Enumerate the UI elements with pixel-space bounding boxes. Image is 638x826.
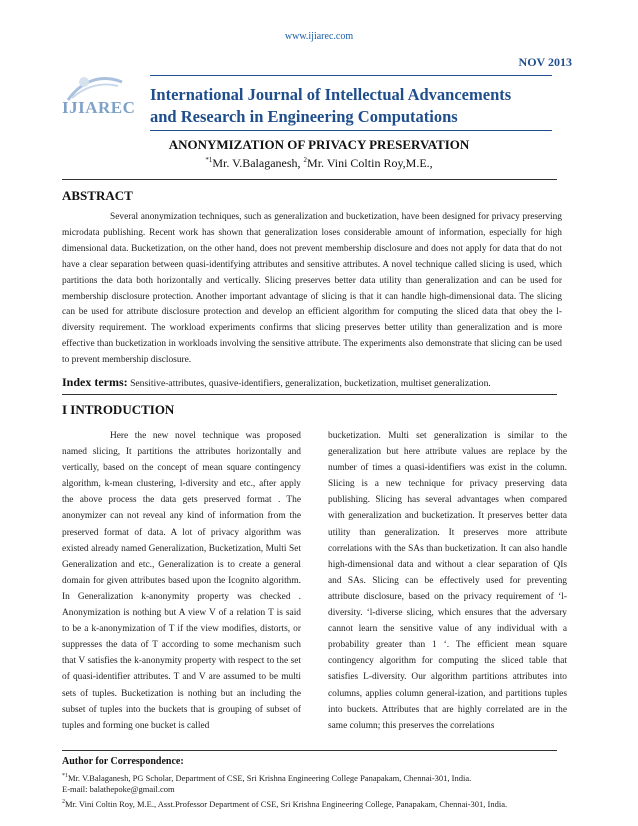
index-terms-label: Index terms: bbox=[62, 375, 128, 389]
abstract-text: Several anonymization techniques, such as generalization and bucketization, have been designed for privacy preserving microdata publishing. Recent work has shown that generalization loses considerable amount of information, especially for high dimensional data. Bucketization, on the other hand, does not prevent membership disclosure and does not apply for data that do not have a clear separation between quasi-identifying attributes and sensitive attributes. A novel technique called slicing is used, which partitions the data both horizontally and vertically. Slicing preserves better data utility than generalization and can be used for membership disclosure protection. Another important advantage of slicing is that it can handle high-dimensional data. The slicing can be used for attribute disclosure protection and develop an efficient algorithm for computing the sliced data that obey the l-diversity requirement. The workload experiments confirms that slicing preserves better utility than generalization and is more effective than bucketization in workloads involving the sensitive attribute. The experiments also demonstrate that slicing can be used to prevent membership disclosure. bbox=[62, 212, 562, 366]
paper-authors bbox=[0, 156, 638, 171]
introduction-heading: I INTRODUCTION bbox=[62, 402, 175, 417]
footer-divider bbox=[62, 750, 557, 751]
footer-author1-mark: *1 bbox=[62, 773, 68, 779]
index-divider bbox=[62, 394, 557, 395]
intro-left-column: Here the new novel technique was proposed named slicing, It partitions the attributes horizontally and vertically, based on the concept of mean square contingency algorithm, k-mean clustering, l-diversity and etc., after apply the above process the data gets preserved format . The anonymizer can not reveal any kind of information from the preserved format of data. A lot of privacy algorithm was existed already named Generalization, Bucketization, Multi Set Generalization and etc., Generalization is to create a general domain for given attributes based upon the Icognito algorithm. In Generalization k-anonymity property was checked . Anonymization is nothing but A view V of a relation T is said to be a k-anonymization of T if the view modifies, distorts, or suppresses the data of T according to some mechanism such that V satisfies the k-anonymity property with respect to the set of quasi-identifier attributes. T and V are assumed to be multi sets of tuples. Bucketization is nothing but an including the subset of tuples into the buckets that is grouping of subset of tuples and forming one bucket is called bbox=[62, 431, 301, 731]
abstract-heading: ABSTRACT bbox=[62, 188, 133, 203]
header-rule-bottom bbox=[150, 130, 552, 131]
author2-mark: 2 bbox=[303, 156, 308, 164]
journal-title-line-1: International Journal of Intellectual Advancements bbox=[150, 85, 512, 104]
correspondence-heading: Author for Correspondence: bbox=[62, 756, 184, 767]
intro-right-column: bucketization. Multi set generalization is similar to the generalization but here attribute values are replace by the number of times a quasi-identifiers was exist in the column. Slicing is a new technique for privacy preserving data publishing. Slicing has several advantages when compared with generalization and bucketization. It preserves better data utility than generalization. It preserves more attribute correlations with the SAs than bucketization. It can also handle high-dimensional data and without a clear separation of QIs and SAs. Slicing can be effectively used for preventing attribute disclosure, based on the privacy requirement of ‘l-diversity. ‘l-diverse slicing, which ensures that the adversary cannot learn the sensitive value of any individual with a probability greater than 1 ‘. The efficient mean square contingency algorithm for computing the sliced table that satisfies L-diversity. Our algorithm partitions attributes into columns, applies column general-ization, and partitions tuples into buckets. Attributes that are highly correlated are in the same column; this preserves the correlations bbox=[328, 431, 567, 731]
author1-mark: *1 bbox=[205, 156, 213, 164]
author1-name: Mr. V.Balaganesh, bbox=[212, 156, 301, 170]
correspondence-author2 bbox=[62, 796, 562, 810]
journal-logo bbox=[62, 74, 148, 120]
footer-author2-text: Mr. Vini Coltin Roy, M.E., Asst.Professor Department of CSE, Sri Krishna Engineering College, Panapakam, Chennai-301, India. bbox=[65, 798, 508, 809]
footer-author2-mark: 2 bbox=[62, 799, 65, 805]
logo-text: IJIAREC bbox=[62, 98, 136, 117]
paper-title: ANONYMIZATION OF PRIVACY PRESERVATION bbox=[168, 137, 470, 152]
index-terms-text: Sensitive-attributes, quasive-identifiers, generalization, bucketization, multiset generalization. bbox=[130, 378, 491, 389]
title-divider bbox=[62, 179, 557, 180]
journal-title bbox=[150, 84, 511, 128]
issue-date: NOV 2013 bbox=[518, 55, 572, 69]
author2-name: Mr. Vini Coltin Roy,M.E., bbox=[307, 156, 433, 170]
journal-title-line-2: and Research in Engineering Computations bbox=[150, 107, 458, 126]
footer-author1-text: Mr. V.Balaganesh, PG Scholar, Department of CSE, Sri Krishna Engineering College Panapakam, Chennai-301, India. bbox=[68, 772, 472, 783]
header-rule-top bbox=[150, 75, 552, 76]
journal-url[interactable]: www.ijiarec.com bbox=[284, 31, 354, 42]
index-terms bbox=[62, 375, 582, 390]
correspondence-email[interactable]: E-mail: balathepoke@gmail.com bbox=[62, 784, 175, 794]
correspondence-author1 bbox=[62, 770, 562, 784]
